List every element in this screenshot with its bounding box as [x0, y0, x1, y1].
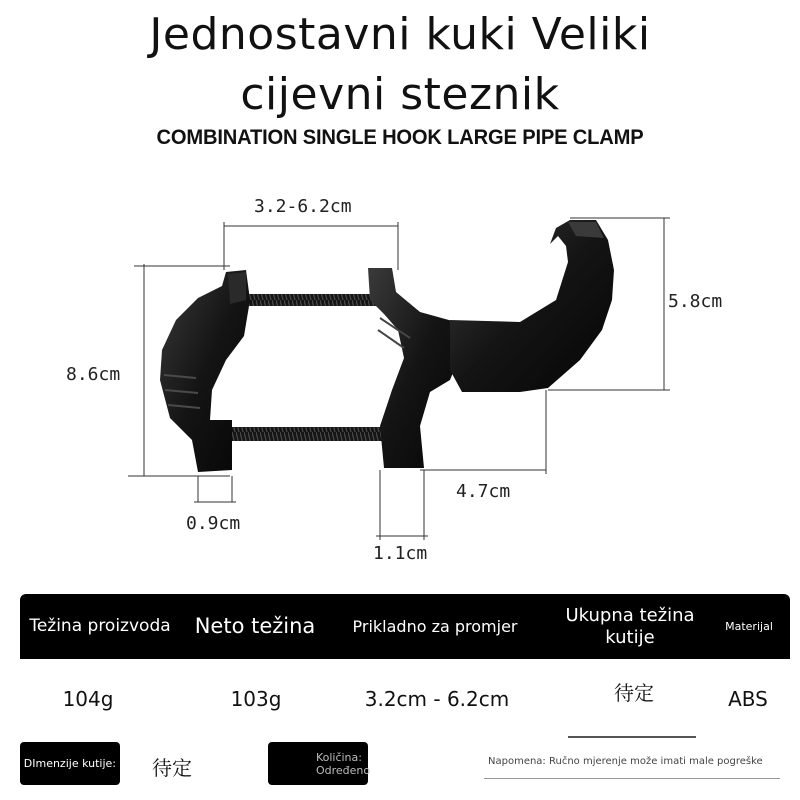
dimension-left-thickness-label: 0.9cm	[186, 513, 241, 534]
spec-value-box-weight: 待定	[614, 681, 654, 705]
spec-table	[20, 594, 790, 738]
spec-header-net-weight: Neto težina	[194, 614, 316, 638]
hook-body	[450, 220, 614, 392]
product-figure	[0, 150, 800, 580]
spec-header-diameter: Prikladno za promjer	[352, 617, 518, 636]
product-title-line-2: cijevni steznik	[240, 69, 560, 120]
note-underline	[484, 778, 780, 779]
spec-value-diameter: 3.2cm - 6.2cm	[364, 686, 510, 711]
box-dimensions-value: 待定	[152, 756, 192, 780]
product-title-line-1: Jednostavni kuki Veliki	[149, 9, 651, 60]
dimension-block-width-label: 1.1cm	[373, 543, 428, 564]
dimension-height-label: 8.6cm	[66, 364, 121, 385]
product-subtitle: COMBINATION SINGLE HOOK LARGE PIPE CLAMP	[156, 126, 644, 149]
spec-header-product-weight: Težina proizvoda	[29, 616, 171, 636]
measurement-note: Napomena: Ručno mjerenje može imati male pogreške	[488, 756, 763, 767]
threaded-rod-bottom	[222, 427, 387, 441]
right-jaw	[368, 268, 462, 468]
box-dimensions-label: DImenzije kutije:	[20, 742, 120, 785]
dimension-hook-length-label: 4.7cm	[456, 481, 511, 502]
spec-value-product-weight: 104g	[62, 686, 114, 711]
threaded-rod-top	[240, 294, 380, 306]
spec-value-net-weight: 103g	[230, 686, 282, 711]
bottom-info-row	[0, 740, 800, 790]
left-jaw	[160, 270, 250, 472]
spec-underline	[568, 736, 696, 738]
dimension-range-label: 3.2-6.2cm	[254, 196, 352, 217]
dimension-hook-height-label: 5.8cm	[668, 291, 723, 312]
spec-value-material: ABS	[728, 686, 768, 711]
quantity-label: Količina: Određeno	[268, 742, 368, 785]
spec-header-box-weight: Ukupna težina kutije	[565, 604, 695, 648]
spec-header-material: Materijal	[725, 620, 773, 633]
